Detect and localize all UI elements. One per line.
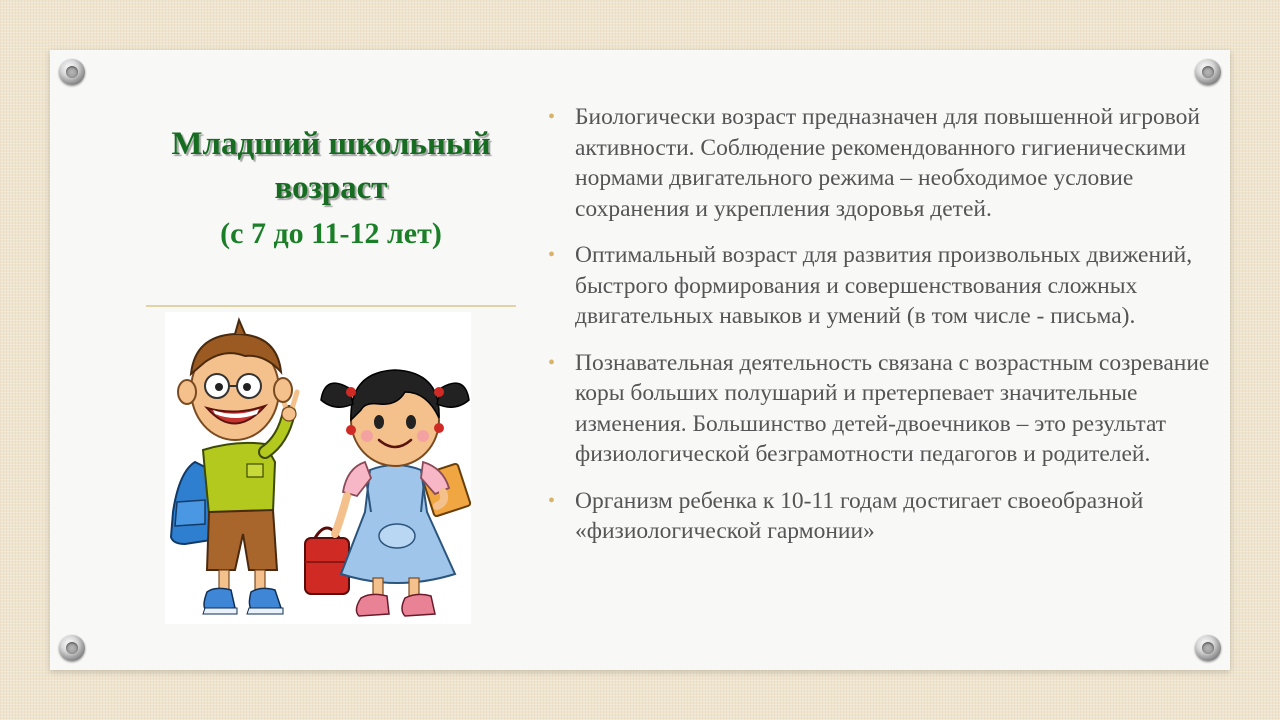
- bullet-list: [548, 102, 1228, 563]
- bullet-icon: •: [548, 106, 556, 128]
- bullet-text: Биологически возраст предназначен для повышенной игровой активности. Соблюдение рекомендованного гигиеническими нормами двигательного режима – необходимое условие сохранения и укрепления здоровья детей.: [575, 104, 1200, 222]
- list-item: [548, 240, 1228, 332]
- slide-title: [145, 122, 517, 256]
- screw-icon: [1195, 59, 1221, 85]
- title-divider: [146, 305, 516, 307]
- bullet-text: Оптимальный возраст для развития произвольных движений, быстрого формирования и совершенствования сложных двигательных навыков и умений (в том числе - письма).: [575, 242, 1193, 329]
- screw-icon: [59, 59, 85, 85]
- boy-figure: [171, 320, 297, 614]
- slide-title-age-range: (с 7 до 11-12 лет): [220, 217, 442, 250]
- list-item: [548, 348, 1228, 470]
- slide-title-main: Младший школьный возраст: [171, 126, 491, 206]
- list-item: [548, 102, 1228, 224]
- screw-icon: [59, 635, 85, 661]
- bullet-icon: •: [548, 351, 556, 374]
- schoolchildren-illustration: [165, 312, 471, 624]
- bullet-text: Организм ребенка к 10-11 годам достигает своеобразной «физиологической гармонии»: [575, 487, 1144, 544]
- bullet-text: Познавательная деятельность связана с возрастным созревание коры больших полушарий и претерпевает значительные изменения. Большинство детей-двоечников – это результат физиологической безграмотности педагогов и родителей.: [575, 349, 1210, 467]
- bullet-icon: •: [548, 489, 556, 512]
- screw-icon: [1195, 635, 1221, 661]
- bullet-icon: •: [548, 244, 556, 266]
- list-item: [548, 486, 1228, 547]
- slide: [50, 50, 1230, 670]
- girl-figure: [305, 370, 471, 616]
